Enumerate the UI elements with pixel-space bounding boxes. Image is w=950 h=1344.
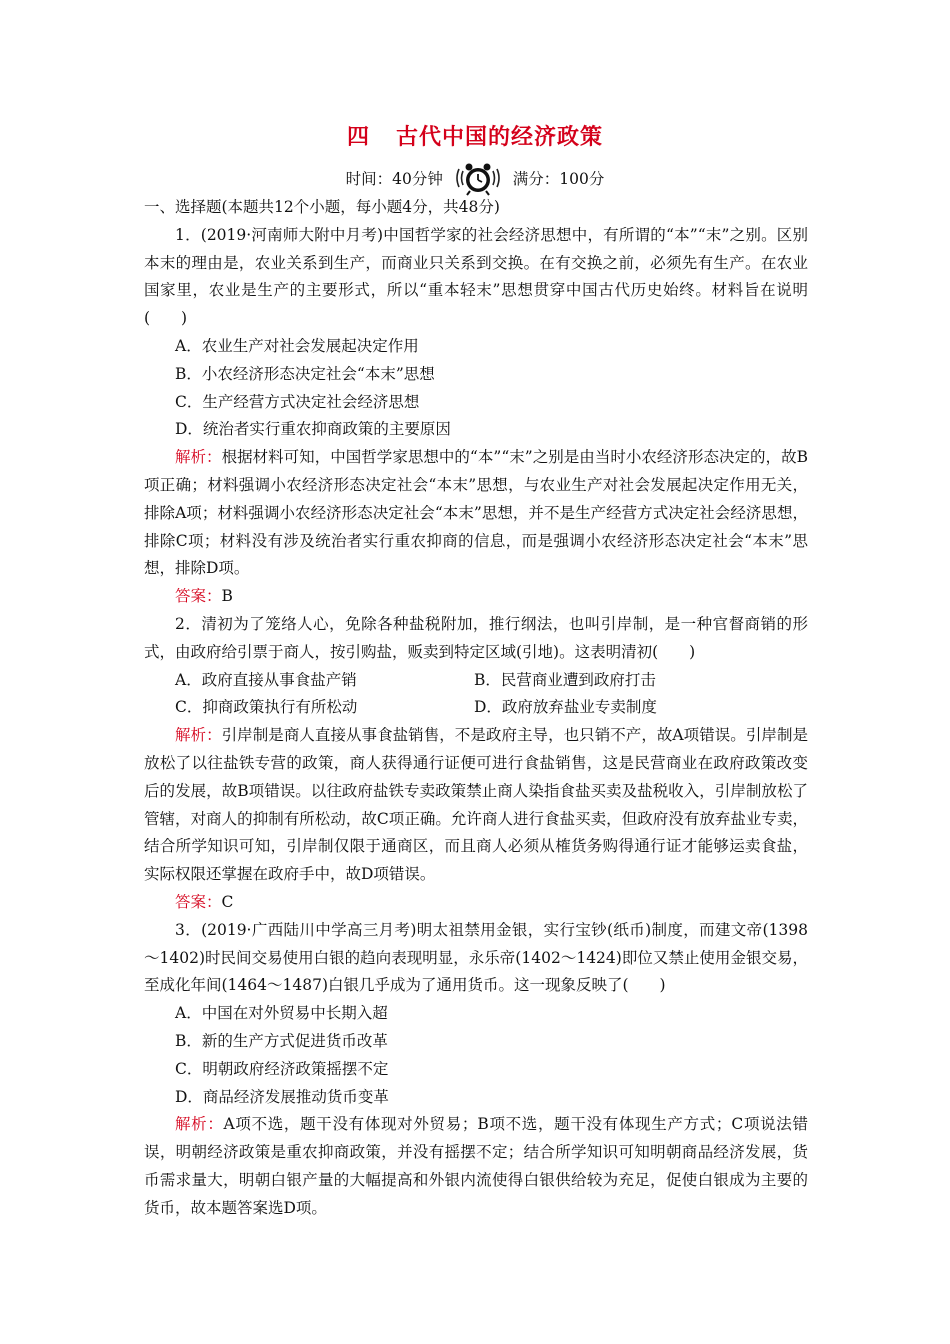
question-2-option-a: A．政府直接从事食盐产销: [175, 670, 357, 689]
alarm-clock-icon: [456, 161, 500, 197]
question-3-analysis: [144, 1111, 808, 1222]
page-title: [0, 120, 950, 151]
question-2-answer: [144, 889, 808, 917]
answer-label: 答案：: [175, 892, 222, 911]
question-2-option-c: C．抑商政策执行有所松动: [175, 698, 358, 717]
question-2-options-row-1: [144, 667, 808, 695]
analysis-text: A项不选，题干没有体现对外贸易；B项不选，题干没有体现生产方式；C项说法错误，明朝经济政策是重农抑商政策，并没有摇摆不定；结合所学知识可知明朝商品经济发展，货币需求量大，明朝白银产量的大幅提高和外银内流使得白银供给较为充足，促使白银成为主要的货币，故本题答案选D项。: [144, 1115, 808, 1217]
answer-value: C: [221, 892, 234, 911]
question-1-option-d: D．统治者实行重农抑商政策的主要原因: [175, 420, 451, 439]
answer-value: B: [221, 587, 233, 606]
title-text: 古代中国的经济政策: [396, 124, 604, 150]
question-1-option-c: C．生产经营方式决定社会经济思想: [175, 392, 420, 411]
question-2-stem: 2．清初为了笼络人心，免除各种盐税附加，推行纲法，也叫引岸制，是一种官督商销的形式，由政府给引票于商人，按引购盐，贩卖到特定区域(引地)。这表明清初( ): [144, 614, 808, 661]
question-3-option-a: A．中国在对外贸易中长期入超: [175, 1004, 388, 1023]
question-3-option-d: D．商品经济发展推动货币变革: [175, 1087, 389, 1106]
analysis-label: 解析：: [175, 448, 222, 467]
question-content: [144, 194, 808, 1222]
title-number: 四: [346, 124, 370, 150]
question-3-stem: 3．(2019·广西陆川中学高三月考)明太祖禁用金银，实行宝钞(纸币)制度，而建文帝(1398～1402)时民间交易使用白银的趋向表现明显，永乐帝(1402～1424)即位又禁止使用金银交易，至成化年间(1464～1487)白银几乎成为了通用货币。这一现象反映了( ): [144, 920, 808, 995]
question-3-option-b: B．新的生产方式促进货币改革: [175, 1031, 388, 1050]
question-1-option-b: B．小农经济形态决定社会“本末”思想: [175, 364, 435, 383]
analysis-label: 解析：: [175, 1115, 224, 1134]
question-1-analysis: [144, 444, 808, 583]
question-2-options-row-2: [144, 694, 808, 722]
analysis-label: 解析：: [175, 726, 222, 745]
full-score: 满分：100分: [512, 170, 605, 188]
section-heading: 一、选择题(本题共12个小题，每小题4分，共48分): [144, 198, 500, 216]
analysis-text: 引岸制是商人直接从事食盐销售，不是政府主导，也只销不产，故A项错误。引岸制是放松了以往盐铁专营的政策，商人获得通行证便可进行食盐销售，这是民营商业在政府政策改变后的发展，故B项错误。以往政府盐铁专卖政策禁止商人染指食盐买卖及盐税收入，引岸制放松了管辖，对商人的抑制有所松动，故C项正确。允许商人进行食盐买卖，但政府没有放弃盐业专卖，结合所学知识可知，引岸制仅限于通商区，而且商人必须从榷货务购得通行证才能够运卖食盐，实际权限还掌握在政府手中，故D项错误。: [144, 726, 808, 884]
analysis-text: 根据材料可知，中国哲学家思想中的“本”“末”之别是由当时小农经济形态决定的，故B项正确；材料强调小农经济形态决定社会“本末”思想，与农业生产对社会发展起决定作用无关，排除A项；材料强调小农经济形态决定社会“本末”思想，并不是生产经营方式决定社会经济思想，排除C项；材料没有涉及统治者实行重农抑商的信息，而是强调小农经济形态决定社会“本末”思想，排除D项。: [144, 448, 808, 578]
question-1-stem: 1．(2019·河南师大附中月考)中国哲学家的社会经济思想中，有所谓的“本”“末”之别。区别本末的理由是，农业关系到生产，而商业只关系到交换。在有交换之前，必须先有生产。在农业国家里，农业是生产的主要形式，所以“重本轻末”思想贯穿中国古代历史始终。材料旨在说明( ): [144, 225, 808, 328]
question-2-option-d: D．政府放弃盐业专卖制度: [474, 698, 657, 717]
question-2-option-b: B．民营商业遭到政府打击: [474, 670, 656, 689]
question-2-analysis: [144, 722, 808, 889]
question-3-option-c: C．明朝政府经济政策摇摆不定: [175, 1059, 389, 1078]
time-score-bar: [0, 158, 950, 199]
question-1-option-a: A．农业生产对社会发展起决定作用: [175, 336, 419, 355]
time-limit: 时间：40分钟: [345, 170, 443, 188]
answer-label: 答案：: [175, 587, 222, 606]
question-1-answer: [144, 583, 808, 611]
